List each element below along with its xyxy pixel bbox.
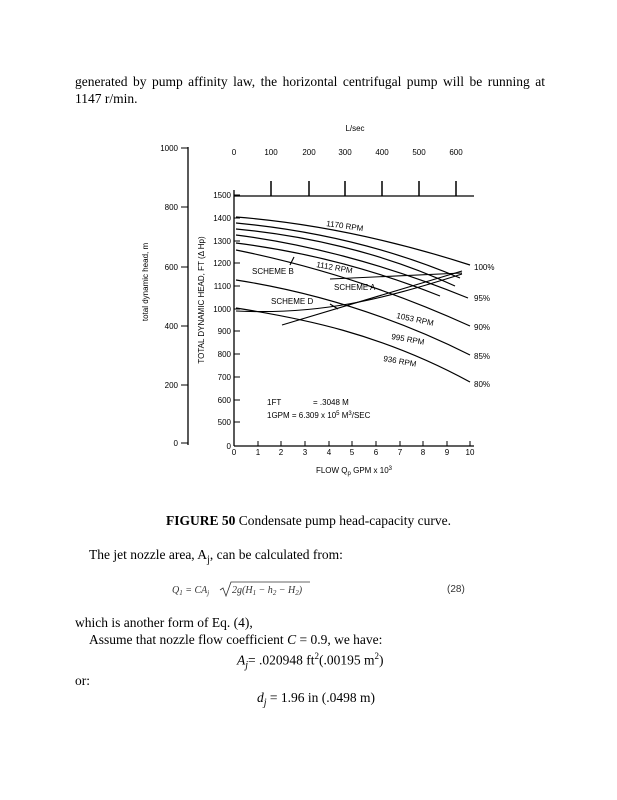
left-tick: 200 — [164, 381, 178, 390]
label-1053-rpm: 1053 RPM — [395, 311, 435, 328]
label-scheme-d: SCHEME D — [271, 297, 314, 306]
top-tick: 0 — [231, 148, 237, 157]
x-tick: 8 — [420, 448, 426, 457]
top-tick: 200 — [302, 148, 316, 157]
which-sentence: which is another form of Eq. (4), — [75, 615, 253, 630]
conversion-gpm: 1GPM = 6.309 x $10^5$ $M^3$/SEC — [267, 411, 371, 420]
inner-tick: 600 — [217, 396, 231, 405]
top-tick: 600 — [449, 148, 463, 157]
x-tick: 0 — [231, 448, 237, 457]
efficiency-label: 95% — [474, 294, 491, 303]
top-tick: 500 — [412, 148, 426, 157]
label-995-rpm: 995 RPM — [390, 332, 426, 347]
inner-tick: 1300 — [213, 237, 231, 246]
figure-label: FIGURE 50 — [166, 513, 236, 528]
inner-axis-title: TOTAL DYNAMIC HEAD, FT (Δ Hp) — [197, 236, 206, 364]
top-tick: 300 — [338, 148, 352, 157]
left-axis-title: total dynamic head, m — [141, 242, 150, 322]
inner-tick: 1400 — [213, 214, 231, 223]
label-1170-rpm: 1170 RPM — [325, 219, 364, 234]
inner-tick: 900 — [217, 327, 231, 336]
left-tick: 400 — [164, 322, 178, 331]
top-tick: 100 — [264, 148, 278, 157]
svg-text:Q1 = CAj: $Q_1 = CA_j$ — [172, 585, 210, 597]
label-1112-rpm: 1112 RPM — [315, 260, 354, 276]
label-scheme-a: SCHEME A — [334, 283, 376, 292]
inner-tick: 500 — [217, 418, 231, 427]
label-936-rpm: 936 RPM — [382, 354, 418, 369]
intro-paragraph: generated by pump affinity law, the horizontal centrifugal pump will be running at 1147 r/min. — [75, 74, 545, 106]
efficiency-label: 90% — [474, 323, 491, 332]
inner-tick: 1000 — [213, 305, 231, 314]
x-tick: 10 — [465, 448, 475, 457]
figure-caption-text: Condensate pump head-capacity curve. — [235, 513, 451, 528]
x-tick: 4 — [326, 448, 332, 457]
curve-936-rpm — [236, 308, 470, 382]
left-tick: 0 — [173, 439, 178, 448]
x-axis-title: FLOW $Q_p$ GPM x $10^3$ — [315, 466, 393, 477]
top-tick-labels — [232, 148, 463, 157]
inner-tick: 800 — [217, 350, 231, 359]
equation-28 — [170, 578, 470, 600]
top-axis-ticks — [271, 181, 456, 196]
left-tick: 1000 — [160, 144, 178, 153]
x-tick: 3 — [302, 448, 308, 457]
x-axis-ticks — [258, 441, 470, 446]
svg-text:2g(H1 − h2 − H2): $2g(H_1 - h_2 - H_2)$ — [232, 585, 303, 597]
x-tick: 7 — [397, 448, 403, 457]
x-tick: 5 — [349, 448, 355, 457]
assume-sentence: Assume that nozzle flow coefficient C = 0.9, we have: — [89, 632, 383, 647]
inner-tick: 1500 — [213, 191, 231, 200]
inner-tick: 0 — [226, 442, 231, 451]
efficiency-label: 80% — [474, 380, 491, 389]
or-label: or: — [75, 673, 90, 688]
x-tick: 6 — [373, 448, 379, 457]
jet-area-result: $A_j= .020948$ $ft^2(.00195$ $m^2$) — [237, 651, 384, 672]
x-tick: 9 — [444, 448, 450, 457]
top-tick: 400 — [375, 148, 389, 157]
label-scheme-b: SCHEME B — [252, 267, 294, 276]
equation-number: (28) — [447, 584, 465, 595]
left-tick: 800 — [164, 203, 178, 212]
inner-tick: 1200 — [213, 259, 231, 268]
conversion-feet: 1FT = .3048 M — [267, 398, 349, 407]
head-capacity-chart — [130, 118, 510, 483]
efficiency-label: 100% — [474, 263, 495, 272]
efficiency-labels — [474, 263, 494, 389]
x-tick: 1 — [255, 448, 261, 457]
x-tick-labels — [232, 448, 475, 457]
inner-tick: 1100 — [213, 282, 231, 291]
inner-tick: 700 — [217, 373, 231, 382]
inner-tick-labels — [213, 191, 231, 451]
jet-nozzle-sentence: The jet nozzle area, $A_j$, can be calculated from: — [89, 547, 343, 566]
efficiency-label: 85% — [474, 352, 491, 361]
left-tick: 600 — [164, 263, 178, 272]
jet-diameter-result: $d_j = 1.96$ in (.0498 m) — [257, 690, 376, 709]
figure-caption — [0, 513, 617, 529]
top-axis-title: L/sec — [345, 124, 365, 133]
left-tick-labels — [160, 144, 178, 448]
x-tick: 2 — [278, 448, 284, 457]
left-axis-ticks — [181, 148, 188, 443]
